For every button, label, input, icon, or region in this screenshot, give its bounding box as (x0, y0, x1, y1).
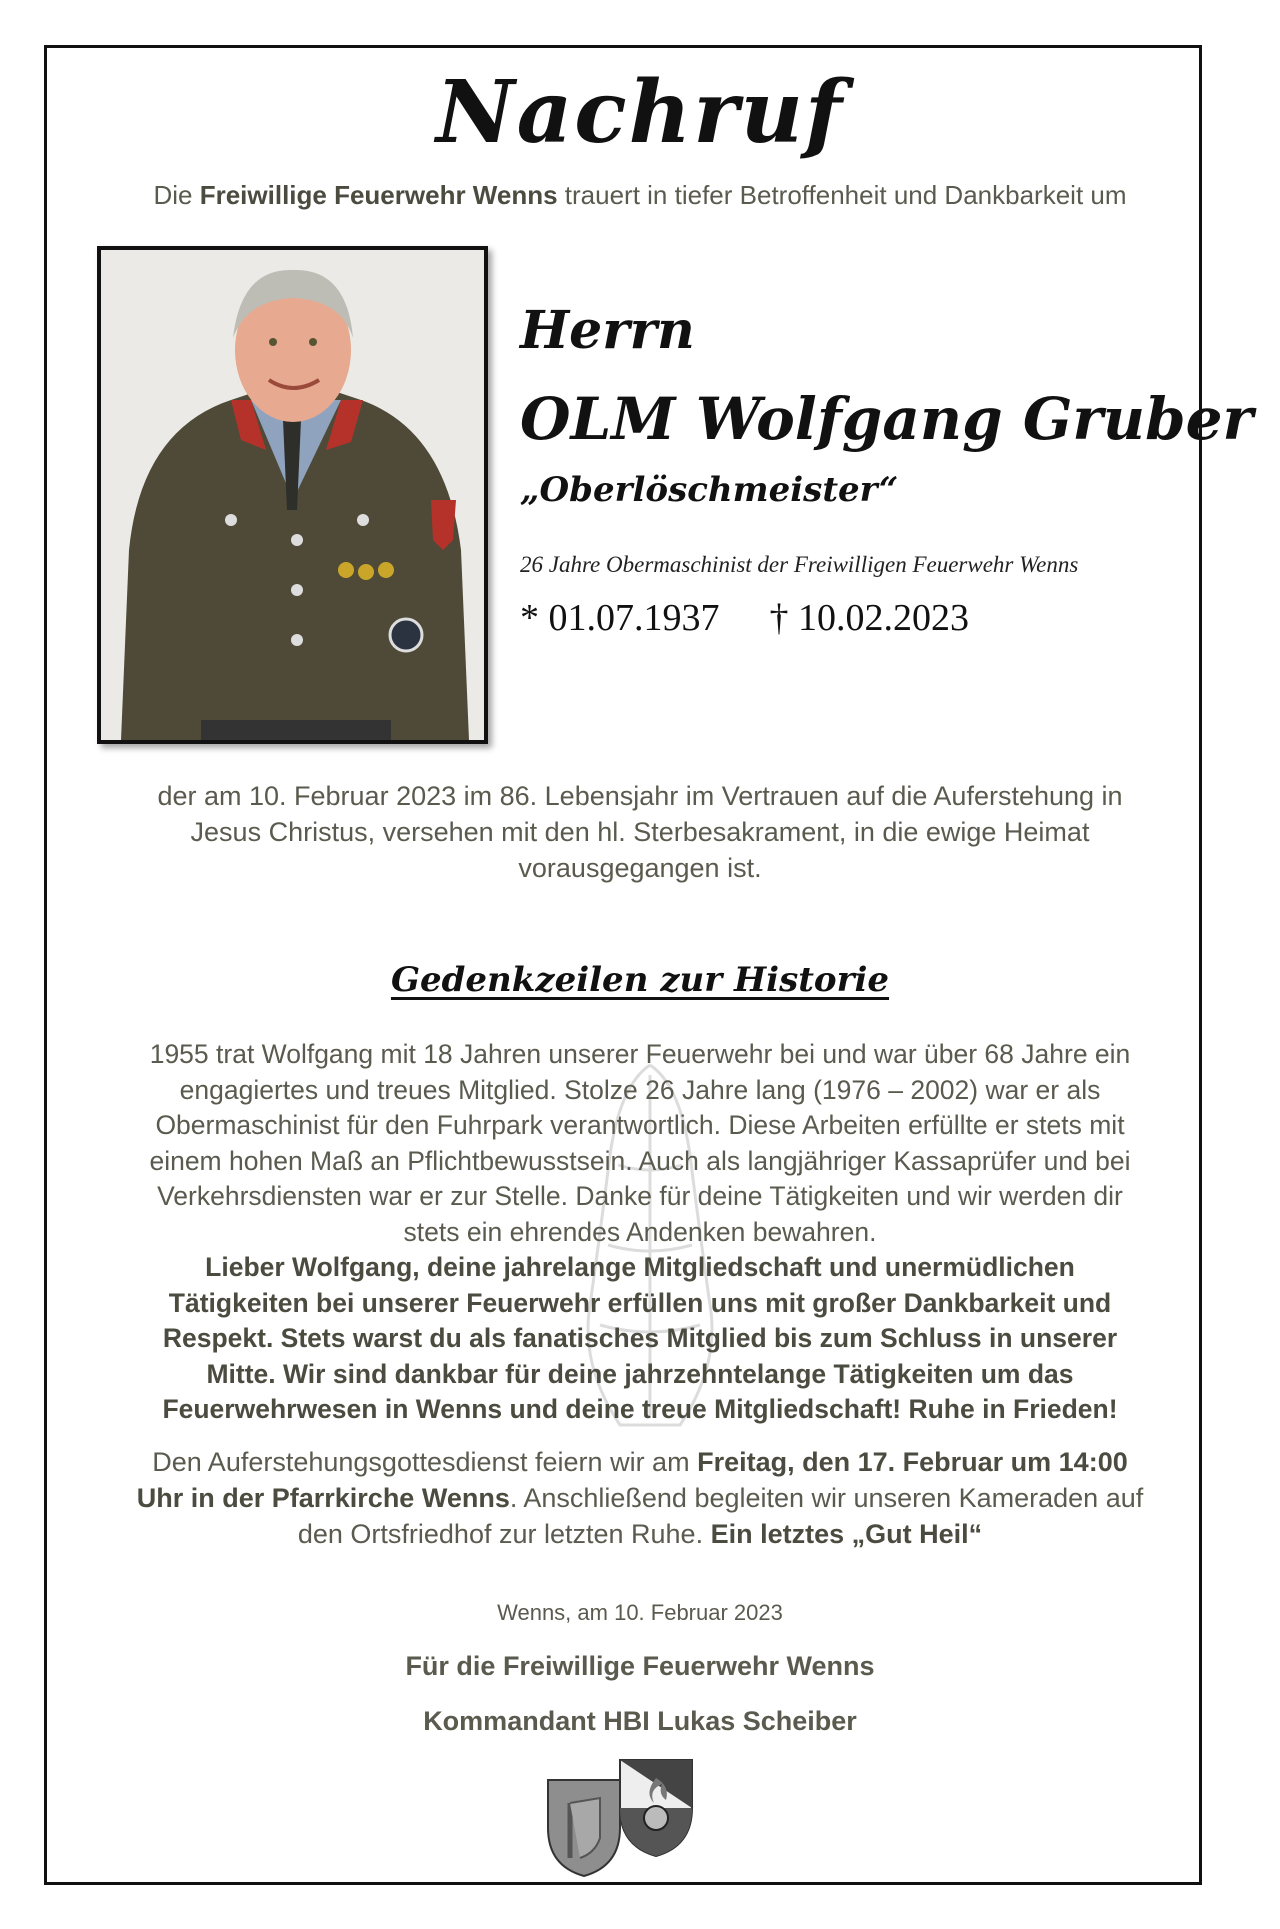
page-title: Nachruf (435, 62, 845, 163)
service-location: Uhr in der Pfarrkirche Wenns (136, 1483, 510, 1513)
history-line: engagiertes und treues Mitglied. Stolze 26 Jahre lang (1976 – 2002) war er als (179, 1074, 1101, 1105)
death-line: der am 10. Februar 2023 im 86. Lebensjahr im Vertrauen auf die Auferstehung in (157, 781, 1123, 811)
service-text: den Ortsfriedhof zur letzten Ruhe. (297, 1519, 711, 1549)
history-line: einem hohen Maß an Pflichtbewusstsein. Auch als langjähriger Kassaprüfer und bei (149, 1145, 1131, 1176)
coat-of-arms-icon (540, 1758, 700, 1878)
deceased-rank: „Oberlöschmeister“ (520, 470, 899, 510)
intro-after: trauert in tiefer Betroffenheit und Dankbarkeit um (557, 180, 1127, 210)
history-title: Gedenkzeilen zur Historie (390, 960, 890, 1000)
service-line (0, 1516, 1280, 1552)
death-line: Jesus Christus, versehen mit den hl. Sterbesakrament, in die ewige Heimat (190, 817, 1090, 847)
signature-organization: Für die Freiwillige Feuerwehr Wenns (405, 1651, 875, 1681)
service-line (0, 1480, 1280, 1516)
history-text (0, 1037, 1280, 1428)
intro-text (0, 180, 1280, 211)
death-notice (0, 778, 1280, 886)
death-date: † 10.02.2023 (769, 597, 969, 639)
history-line: stets ein ehrendes Andenken bewahren. (403, 1216, 877, 1247)
history-line: Verkehrsdiensten war er zur Stelle. Danke für deine Tätigkeiten und wir werden dir (157, 1181, 1123, 1211)
history-line: 1955 trat Wolfgang mit 18 Jahren unserer Feuerwehr bei und war über 68 Jahre ein (149, 1039, 1131, 1069)
place-date: Wenns, am 10. Februar 2023 (497, 1600, 783, 1625)
history-bold-line: Lieber Wolfgang, deine jahrelange Mitgliedschaft und unermüdlichen (205, 1252, 1075, 1282)
history-bold-line: Tätigkeiten bei unserer Feuerwehr erfüllen uns mit großer Dankbarkeit und (168, 1287, 1112, 1318)
intro-org: Freiwillige Feuerwehr Wenns (199, 180, 558, 210)
service-years: 26 Jahre Obermaschinist der Freiwilligen Feuerwehr Wenns (520, 552, 1079, 577)
intro-before: Die (153, 180, 200, 210)
service-text: . Anschließend begleiten wir unseren Kameraden auf (509, 1483, 1144, 1513)
funeral-service-text (0, 1444, 1280, 1552)
signature-commander: Kommandant HBI Lukas Scheiber (423, 1706, 857, 1736)
service-date: Freitag, den 17. Februar um 14:00 (697, 1447, 1128, 1477)
deceased-name: OLM Wolfgang Gruber (520, 385, 1254, 453)
history-bold-line: Feuerwehrwesen in Wenns und deine treue Mitgliedschaft! Ruhe in Frieden! (162, 1394, 1118, 1424)
service-farewell: Ein letztes „Gut Heil“ (710, 1519, 983, 1549)
salutation: Herrn (520, 300, 695, 361)
service-line (0, 1444, 1280, 1480)
history-bold-line: Mitte. Wir sind dankbar für deine jahrzehntelange Tätigkeiten um das (206, 1358, 1074, 1389)
history-line: Obermaschinist für den Fuhrpark verantwortlich. Diese Arbeiten erfüllte er stets mit (155, 1110, 1125, 1140)
death-line: vorausgegangen ist. (518, 853, 762, 883)
life-dates (520, 596, 969, 640)
service-text: Den Auferstehungsgottesdienst feiern wir am (152, 1447, 698, 1477)
portrait-photo (97, 246, 488, 744)
history-bold-line: Respekt. Stets warst du als fanatisches Mitglied bis zum Schluss in unserer (162, 1323, 1118, 1353)
birth-date: * 01.07.1937 (520, 597, 720, 639)
